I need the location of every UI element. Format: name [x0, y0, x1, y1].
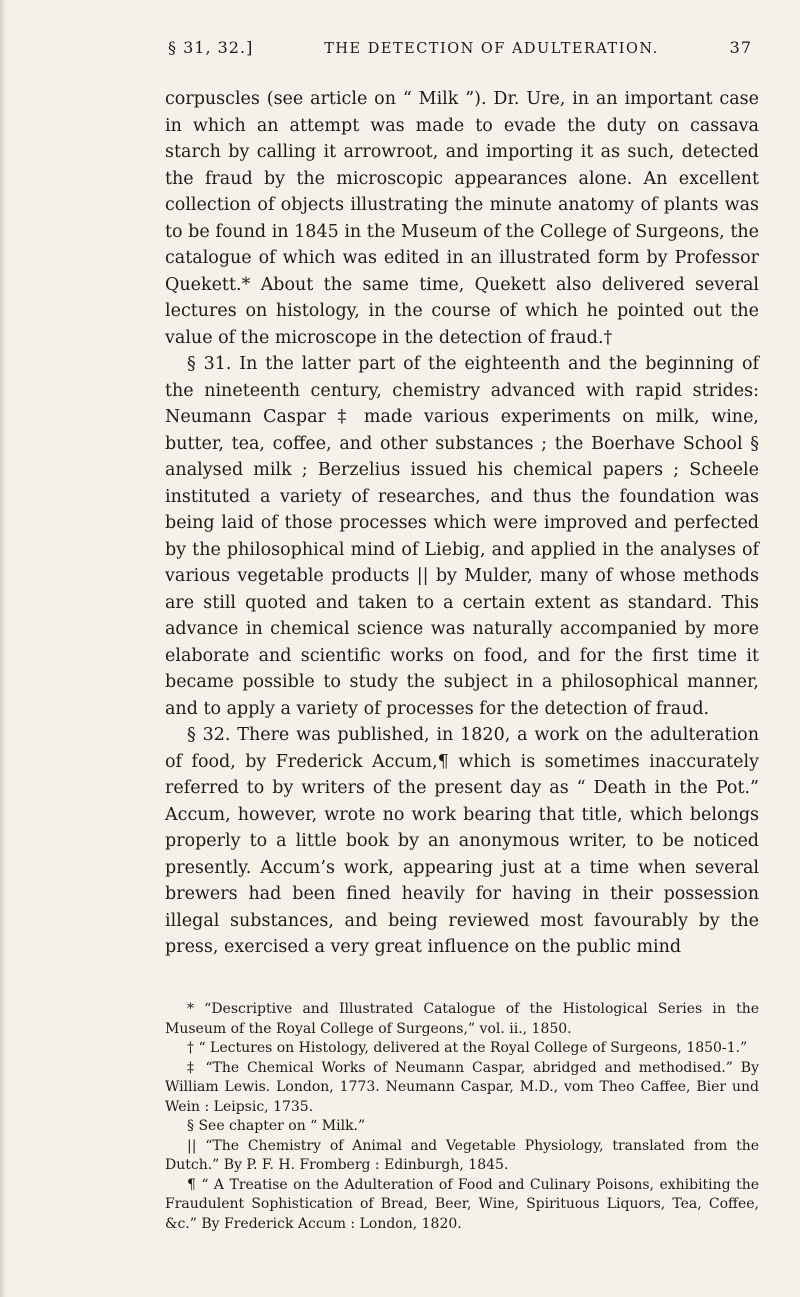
- footnotes: [165, 1000, 759, 1234]
- footnote-double-dagger: ‡ “The Chemical Works of Neumann Caspar, abridged and methodised.” By William Lewis. London, 1773. Neumann Caspar, M.D., vom Theo Caffee, Bier und Wein : Leipsic, 1735.: [165, 1059, 759, 1115]
- paragraph-continued: corpuscles (see article on “ Milk ”). Dr. Ure, in an important case in which an attempt was made to evade the duty on cassava starch by calling it arrowroot, and importing it as such, detected the fraud by the microscopic appearances alone. An excellent collection of objects illustrating the minute anatomy of plants was to be found in 1845 in the Museum of the College of Surgeons, the catalogue of which was edited in an illustrated form by Professor Quekett.* About the same time, Quekett also delivered several lectures on histology, in the course of which he pointed out the value of the microscope in the detection of fraud.†: [165, 89, 759, 348]
- section-reference: § 31, 32.]: [168, 38, 254, 57]
- paragraph-section-31: § 31. In the latter part of the eighteenth and the beginning of the nineteenth century, chemistry advanced with rapid strides: Neumann Caspar ‡ made various experiments on milk, wine, butter, tea, coffee, and other substances ; the Boerhave School § analysed milk ; Berzelius issued his chemical papers ; Scheele instituted a variety of researches, and thus the foundation was being laid of those processes which were improved and perfected by the philosophical mind of Liebig, and applied in the analyses of various vegetable products || by Mulder, many of whose methods are still quoted and taken to a certain extent as standard. This advance in chemical science was naturally accompanied by more elaborate and scientific works on food, and for the first time it became possible to study the subject in a philosophical manner, and to apply a variety of processes for the detection of fraud.: [165, 354, 759, 719]
- paragraph-section-32: § 32. There was published, in 1820, a work on the adulteration of food, by Frederick Accum,¶ which is sometimes inaccurately referred to by writers of the present day as “ Death in the Pot.” Accum, however, wrote no work bearing that title, which belongs properly to a little book by an anonymous writer, to be noticed presently. Accum’s work, appearing just at a time when several brewers had been fined heavily for having in their possession illegal substances, and being reviewed most favourably by the press, exercised a very great influence on the public mind: [165, 725, 759, 957]
- footnote-asterisk: * “Descriptive and Illustrated Catalogue of the Histological Series in the Museum of the Royal College of Surgeons,” vol. ii., 1850.: [165, 1001, 759, 1037]
- footnote-section: § See chapter on “ Milk.”: [187, 1118, 366, 1134]
- page-number: 37: [729, 38, 752, 57]
- footnote-pilcrow: ¶ “ A Treatise on the Adulteration of Food and Culinary Poisons, exhibiting the Fraudulent Sophistication of Bread, Beer, Wine, Spirituous Liquors, Tea, Coffee, &c.” By Frederick Accum : London, 1820.: [165, 1176, 759, 1232]
- main-text: [165, 86, 759, 961]
- running-title: THE DETECTION OF ADULTERATION.: [324, 41, 659, 57]
- footnote-parallel: || “The Chemistry of Animal and Vegetable Physiology, translated from the Dutch.” By P. F. H. Fromberg : Edinburgh, 1845.: [165, 1137, 759, 1173]
- running-header: [168, 38, 752, 57]
- footnote-dagger: † “ Lectures on Histology, delivered at the Royal College of Surgeons, 1850-1.”: [187, 1040, 748, 1056]
- page-spine-shadow: [0, 0, 6, 1297]
